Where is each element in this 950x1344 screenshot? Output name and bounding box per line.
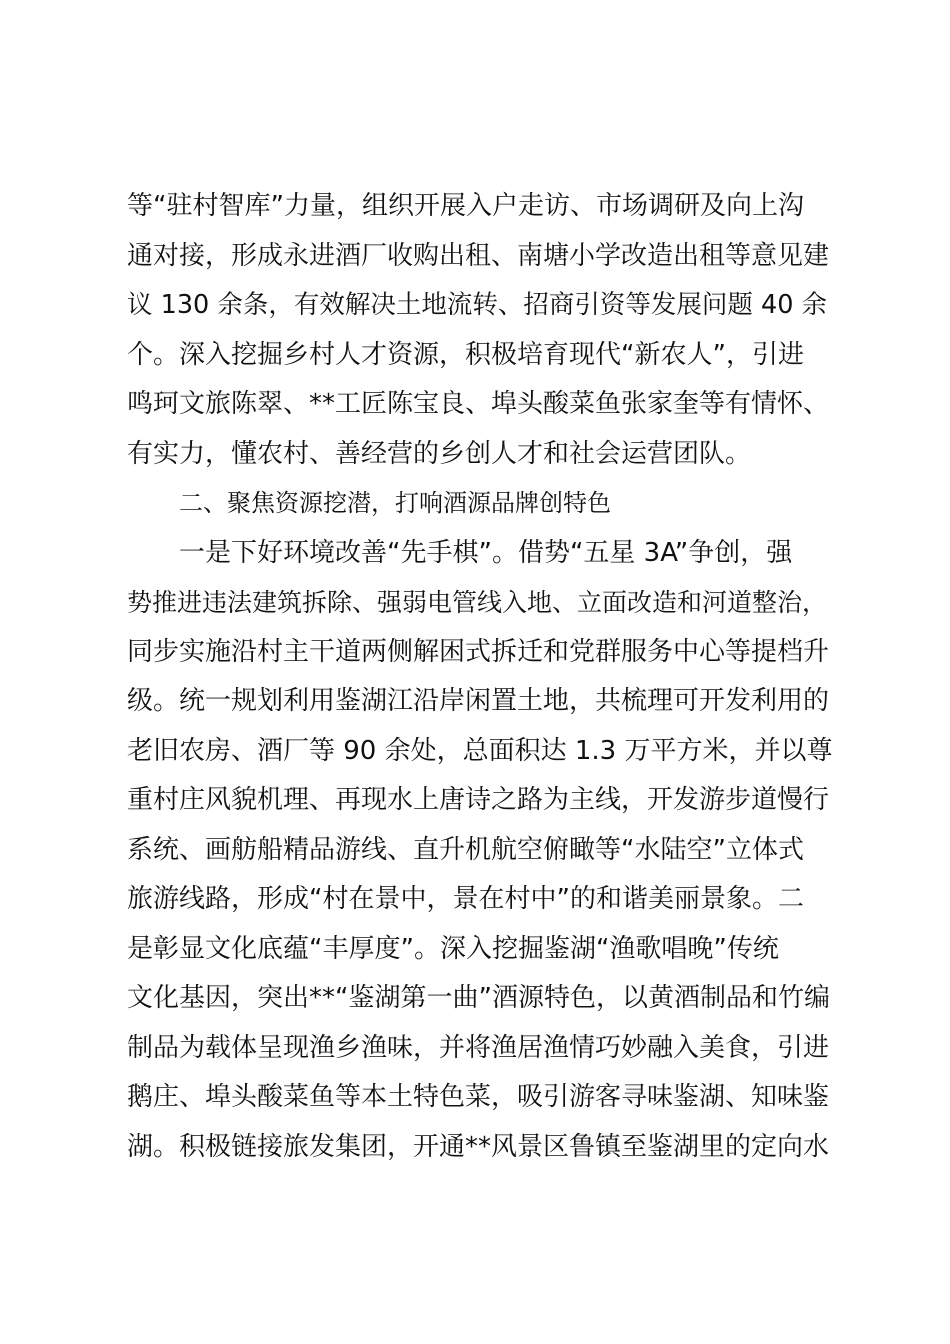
paragraph-line: 级。统一规划利用鉴湖江沿岸闲置土地，共梳理可开发利用的	[127, 686, 830, 716]
document-body	[127, 182, 837, 1172]
paragraph-line: 有实力，懂农村、善经营的乡创人才和社会运营团队。	[127, 438, 752, 469]
paragraph-line: 文化基因，突出**“鉴湖第一曲”酒源特色，以黄酒制品和竹编	[127, 983, 830, 1013]
paragraph-line: 鸣珂文旅陈翠、**工匠陈宝良、埠头酸菜鱼张家奎等有情怀、	[127, 389, 830, 419]
paragraph-line: 系统、画舫船精品游线、直升机航空俯瞰等“水陆空”立体式	[127, 834, 804, 865]
paragraph-line: 通对接，形成永进酒厂收购出租、南塘小学改造出租等意见建	[127, 240, 830, 271]
paragraph-line: 制品为载体呈现渔乡渔味，并将渔居渔情巧妙融入美食，引进	[127, 1032, 830, 1063]
paragraph-line: 是彰显文化底蕴“丰厚度”。深入挖掘鉴湖“渔歌唱晚”传统	[127, 933, 779, 964]
paragraph-line: 势推进违法建筑拆除、强弱电管线入地、立面改造和河道整治，	[127, 588, 828, 617]
paragraph-line: 一是下好环境改善“先手棋”。借势“五星 3A”争创，强	[179, 537, 793, 568]
section-heading: 二、聚焦资源挖潜，打响酒源品牌创特色	[179, 489, 611, 517]
paragraph-line: 老旧农房、酒厂等 90 余处，总面积达 1.3 万平方米，并以尊	[127, 735, 833, 766]
paragraph-line: 议 130 余条，有效解决土地流转、招商引资等发展问题 40 余	[127, 290, 828, 320]
paragraph-line: 重村庄风貌机理、再现水上唐诗之路为主线，开发游步道慢行	[127, 785, 830, 815]
paragraph-line: 同步实施沿村主干道两侧解困式拆迁和党群服务中心等提档升	[127, 636, 830, 667]
paragraph-line: 鹅庄、埠头酸菜鱼等本土特色菜，吸引游客寻味鉴湖、知味鉴	[127, 1082, 830, 1112]
paragraph-line: 等“驻村智库”力量，组织开展入户走访、市场调研及向上沟	[127, 191, 804, 221]
paragraph-line: 湖。积极链接旅发集团，开通**风景区鲁镇至鉴湖里的定向水	[127, 1131, 830, 1162]
paragraph-line: 个。深入挖掘乡村人才资源，积极培育现代“新农人”，引进	[127, 339, 804, 370]
paragraph-line: 旅游线路，形成“村在景中，景在村中”的和谐美丽景象。二	[127, 884, 804, 914]
